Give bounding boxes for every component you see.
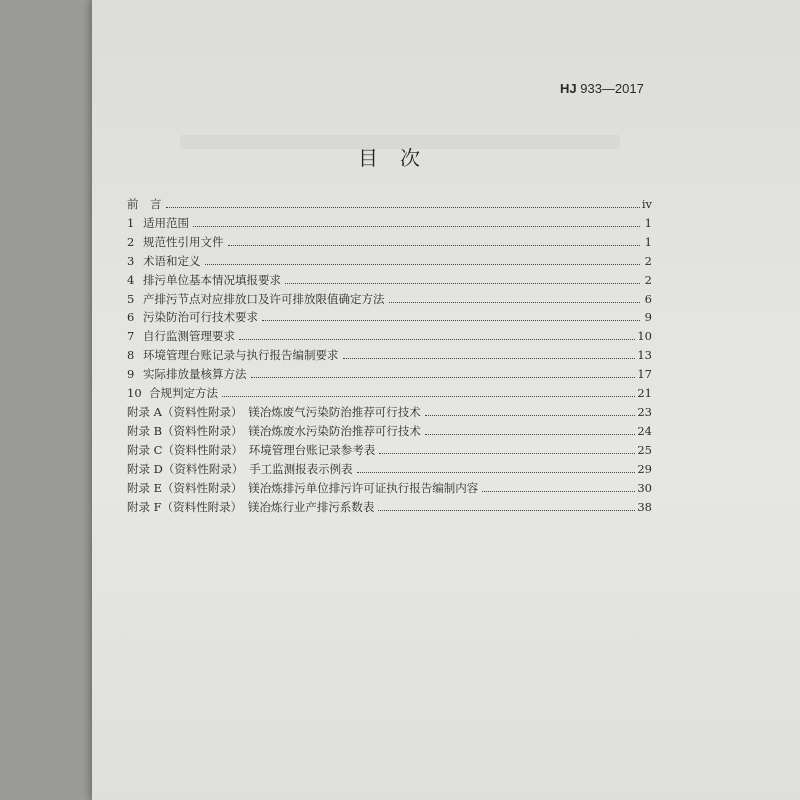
toc-entry-number: 9 xyxy=(127,367,135,381)
toc-entry-page: 1 xyxy=(644,235,652,249)
toc-entry xyxy=(127,442,652,458)
toc-entry xyxy=(127,328,652,344)
code-prefix: HJ xyxy=(560,81,577,96)
toc-leader-dots xyxy=(239,339,635,340)
toc-entry-page: 13 xyxy=(637,348,652,362)
toc-entry-label: 附录 F（资料性附录） 镁冶炼行业产排污系数表 xyxy=(127,500,375,514)
toc-entry-label: 附录 B（资料性附录） 镁冶炼废水污染防治推荐可行技术 xyxy=(127,424,421,438)
toc-entry-label: 产排污节点对应排放口及许可排放限值确定方法 xyxy=(143,292,385,306)
toc-entry-number: 6 xyxy=(127,310,135,324)
toc-entry-number: 8 xyxy=(127,348,135,362)
toc-leader-dots xyxy=(379,453,635,454)
toc-leader-dots xyxy=(425,415,636,416)
toc-leader-dots xyxy=(482,491,635,492)
toc-entry xyxy=(127,461,652,477)
toc-entry-page: 24 xyxy=(637,424,652,438)
toc-entry-label: 附录 C（资料性附录） 环境管理台账记录参考表 xyxy=(127,443,376,457)
toc-entry xyxy=(127,423,652,439)
toc-entry-page: 1 xyxy=(644,216,652,230)
toc-entry-page: 38 xyxy=(637,500,652,514)
toc-entry-label: 环境管理台账记录与执行报告编制要求 xyxy=(143,348,339,362)
toc-entry-label: 排污单位基本情况填报要求 xyxy=(143,273,281,287)
document-code xyxy=(560,81,644,96)
toc-entry-page: 2 xyxy=(644,273,652,287)
toc-entry-number: 4 xyxy=(127,273,135,287)
page-title: 目次 xyxy=(358,146,442,170)
toc-entry-number: 7 xyxy=(127,329,135,343)
toc-entry xyxy=(127,499,652,515)
toc-entry-label: 附录 D（资料性附录） 手工监测报表示例表 xyxy=(127,462,353,476)
toc-entry-label: 合规判定方法 xyxy=(149,386,218,400)
toc-leader-dots xyxy=(193,226,640,227)
toc-leader-dots xyxy=(166,207,640,208)
toc-leader-dots xyxy=(343,358,636,359)
toc-entry-number: 3 xyxy=(127,254,135,268)
toc-leader-dots xyxy=(205,264,641,265)
toc-entry-number: 1 xyxy=(127,216,135,230)
toc-entry-page: 25 xyxy=(637,443,652,457)
toc-entry-label: 术语和定义 xyxy=(143,254,201,268)
toc-entry-number: 10 xyxy=(127,386,142,400)
toc-entry-label: 自行监测管理要求 xyxy=(143,329,235,343)
toc-entry xyxy=(127,215,652,231)
toc-entry-label: 规范性引用文件 xyxy=(143,235,224,249)
toc-leader-dots xyxy=(389,302,641,303)
toc-entry-page: 9 xyxy=(644,310,652,324)
toc-entry xyxy=(127,272,652,288)
toc-leader-dots xyxy=(357,472,636,473)
toc-leader-dots xyxy=(285,283,640,284)
toc-entry xyxy=(127,196,652,212)
toc-entry-page: 21 xyxy=(637,386,652,400)
toc-entry-page: iv xyxy=(641,197,652,211)
toc-leader-dots xyxy=(262,320,640,321)
toc-leader-dots xyxy=(228,245,641,246)
toc-entry-number: 2 xyxy=(127,235,135,249)
toc-entry xyxy=(127,480,652,496)
toc-entry xyxy=(127,385,652,401)
toc-entry-label: 前 言 xyxy=(127,197,162,211)
toc-entry-page: 2 xyxy=(644,254,652,268)
toc-entry xyxy=(127,347,652,363)
toc-entry xyxy=(127,309,652,325)
toc-entry-label: 实际排放量核算方法 xyxy=(143,367,247,381)
toc-entry-label: 附录 E（资料性附录） 镁冶炼排污单位排污许可证执行报告编制内容 xyxy=(127,481,479,495)
toc-entry-label: 污染防治可行技术要求 xyxy=(143,310,258,324)
toc-entry-page: 30 xyxy=(637,481,652,495)
toc-entry xyxy=(127,404,652,420)
toc-entry-label: 附录 A（资料性附录） 镁冶炼废气污染防治推荐可行技术 xyxy=(127,405,421,419)
toc-leader-dots xyxy=(251,377,636,378)
toc-entry-page: 6 xyxy=(644,292,652,306)
toc-entry-label: 适用范围 xyxy=(143,216,189,230)
toc-leader-dots xyxy=(378,510,635,511)
toc-entry xyxy=(127,253,652,269)
toc-entry-page: 17 xyxy=(637,367,652,381)
toc-entry xyxy=(127,234,652,250)
toc-entry xyxy=(127,366,652,382)
toc-leader-dots xyxy=(425,434,636,435)
toc-entry-page: 29 xyxy=(637,462,652,476)
toc-entry-number: 5 xyxy=(127,292,135,306)
code-number: 933—2017 xyxy=(576,81,644,96)
toc-entry xyxy=(127,291,652,307)
toc-leader-dots xyxy=(222,396,635,397)
toc-entry-page: 23 xyxy=(637,405,652,419)
toc-entry-page: 10 xyxy=(637,329,652,343)
